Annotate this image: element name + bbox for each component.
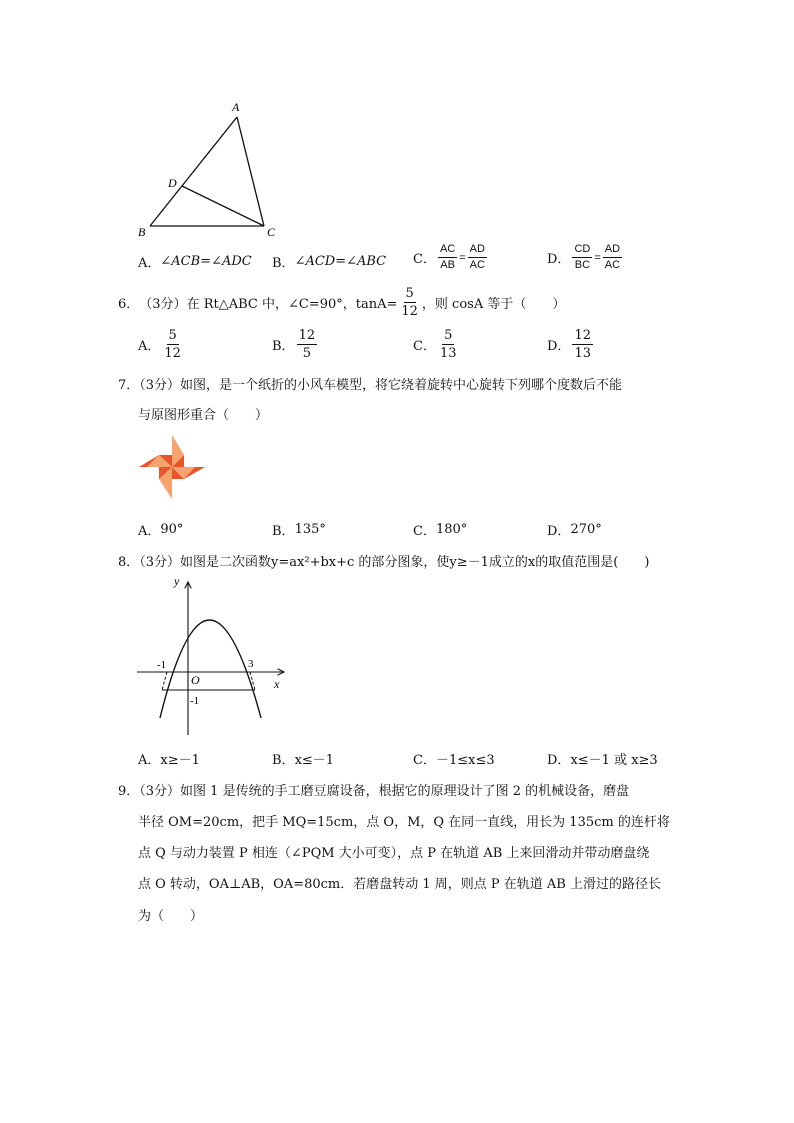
denominator: 5 bbox=[302, 346, 311, 361]
q5-option-a[interactable] bbox=[138, 252, 252, 271]
q9-line5: 为（ ） bbox=[138, 909, 204, 924]
pinwheel-figure bbox=[137, 433, 207, 501]
fraction bbox=[162, 329, 183, 360]
denominator: 13 bbox=[439, 346, 457, 361]
fraction bbox=[572, 329, 593, 360]
option-letter: A． bbox=[138, 256, 161, 271]
denominator: 13 bbox=[574, 346, 591, 361]
parabola-graph bbox=[132, 570, 292, 740]
fraction bbox=[468, 244, 487, 271]
option-letter: D． bbox=[547, 524, 571, 539]
numerator: 5 bbox=[405, 286, 414, 301]
numerator: AD bbox=[603, 244, 622, 258]
fraction bbox=[572, 244, 592, 271]
option-letter: B． bbox=[272, 753, 295, 768]
question-text-tail: ，则 cosA 等于（ ） bbox=[421, 297, 566, 312]
q7-option-b[interactable] bbox=[272, 520, 326, 539]
q8-option-b[interactable] bbox=[272, 749, 334, 768]
q5-option-b[interactable] bbox=[272, 252, 386, 271]
x-axis-label: x bbox=[274, 677, 280, 691]
q9-line1: 9．（3分）如图 1 是传统的手工磨豆腐设备，根据它的原理设计了图 2 的机械设备，磨盘 bbox=[118, 784, 630, 799]
tick-label-x-minus-1: -1 bbox=[157, 659, 167, 671]
q6-option-a[interactable] bbox=[138, 329, 185, 360]
option-letter: B． bbox=[272, 524, 295, 539]
parabola-curve bbox=[160, 620, 261, 718]
numerator: 5 bbox=[444, 328, 453, 343]
denominator: BC bbox=[574, 259, 591, 271]
option-letter: B． bbox=[272, 256, 295, 271]
option-letter: C． bbox=[413, 339, 436, 354]
option-text: －1≤x≤3 bbox=[435, 753, 495, 768]
numerator: 5 bbox=[168, 328, 177, 343]
option-letter: A． bbox=[138, 339, 161, 354]
option-text: x≥－1 bbox=[160, 753, 200, 768]
denominator: 12 bbox=[164, 346, 181, 361]
q7-option-d[interactable] bbox=[547, 520, 602, 539]
option-letter: C． bbox=[413, 252, 436, 267]
numerator: CD bbox=[572, 244, 592, 258]
q5-option-c[interactable] bbox=[413, 244, 489, 271]
numerator: AC bbox=[438, 244, 457, 258]
segment-dc bbox=[182, 186, 264, 226]
label-b: B bbox=[138, 225, 146, 239]
denominator: AC bbox=[604, 259, 621, 271]
q8-option-d[interactable] bbox=[547, 749, 658, 768]
side-ac bbox=[237, 117, 264, 226]
option-letter: A． bbox=[138, 753, 161, 768]
q7-option-c[interactable] bbox=[413, 520, 467, 539]
q9-line2: 半径 OM=20cm，把手 MQ=15cm，点 O，M，Q 在同一直线，用长为 135cm 的连杆将 bbox=[138, 815, 670, 830]
question-text: 在 Rt△ABC 中，∠C=90°，tanA= bbox=[186, 297, 398, 312]
tick-label-y-minus-1: -1 bbox=[190, 695, 200, 707]
numerator: 12 bbox=[574, 328, 591, 343]
option-text: ∠ACD=∠ABC bbox=[294, 254, 387, 269]
label-d: D bbox=[168, 176, 177, 190]
option-letter: D． bbox=[547, 339, 571, 354]
q9-line3: 点 Q 与动力装置 P 相连（∠PQM 大小可变），点 P 在轨道 AB 上来回滑动并带动磨盘绕 bbox=[138, 846, 650, 861]
denominator: AB bbox=[440, 259, 455, 271]
q6-stem bbox=[118, 287, 565, 318]
origin-label: O bbox=[191, 673, 200, 687]
fraction bbox=[438, 244, 457, 271]
denominator: AC bbox=[469, 259, 485, 271]
equals-sign: = bbox=[459, 251, 466, 264]
tick-label-x-3: 3 bbox=[248, 658, 254, 670]
q8-stem: 8．（3分）如图是二次函数y=ax²+bx+c 的部分图象，使y≥－1成立的x的取值范围是( ) bbox=[118, 555, 650, 570]
option-letter: C． bbox=[413, 524, 436, 539]
option-text: 135° bbox=[294, 522, 326, 537]
option-text: 270° bbox=[570, 522, 602, 537]
question-number: 6． bbox=[118, 297, 140, 312]
q6-option-d[interactable] bbox=[547, 329, 595, 360]
q8-option-a[interactable] bbox=[138, 749, 200, 768]
fraction bbox=[603, 244, 622, 271]
fraction bbox=[297, 329, 318, 360]
side-ab bbox=[150, 117, 237, 226]
fraction bbox=[438, 329, 459, 360]
triangle-figure bbox=[130, 95, 290, 245]
option-text: ∠ACB=∠ADC bbox=[160, 254, 252, 269]
option-text: x≤－1 或 x≥3 bbox=[570, 753, 658, 768]
q7-option-a[interactable] bbox=[138, 520, 183, 539]
y-axis-label: y bbox=[174, 574, 180, 588]
option-text: 180° bbox=[435, 522, 468, 537]
label-a: A bbox=[232, 100, 240, 114]
numerator: AD bbox=[468, 244, 487, 258]
dashed-guide-left bbox=[162, 672, 167, 690]
denominator: 12 bbox=[401, 304, 418, 319]
option-letter: A． bbox=[138, 524, 161, 539]
q9-line4: 点 O 转动，OA⊥AB，OA=80cm．若磨盘转动 1 周，则点 P 在轨道 AB 上滑过的路径长 bbox=[138, 877, 661, 892]
numerator: 12 bbox=[298, 328, 316, 343]
equals-sign: = bbox=[594, 251, 601, 264]
q6-option-c[interactable] bbox=[413, 329, 461, 360]
option-text: x≤－1 bbox=[294, 753, 335, 768]
q6-option-b[interactable] bbox=[272, 329, 319, 360]
option-letter: D． bbox=[547, 753, 571, 768]
option-letter: B． bbox=[272, 339, 295, 354]
tan-fraction bbox=[399, 287, 420, 318]
q5-option-d[interactable] bbox=[547, 244, 624, 271]
option-letter: D． bbox=[547, 252, 571, 267]
q7-stem-line1: 7．（3分）如图，是一个纸折的小风车模型，将它绕着旋转中心旋转下列哪个度数后不能 bbox=[118, 378, 623, 393]
label-c: C bbox=[267, 225, 276, 239]
q8-option-c[interactable] bbox=[413, 749, 495, 768]
option-letter: C． bbox=[413, 753, 436, 768]
question-points: （3分） bbox=[139, 297, 187, 312]
option-text: 90° bbox=[160, 522, 184, 537]
q7-stem-line2: 与原图形重合（ ） bbox=[138, 408, 269, 423]
